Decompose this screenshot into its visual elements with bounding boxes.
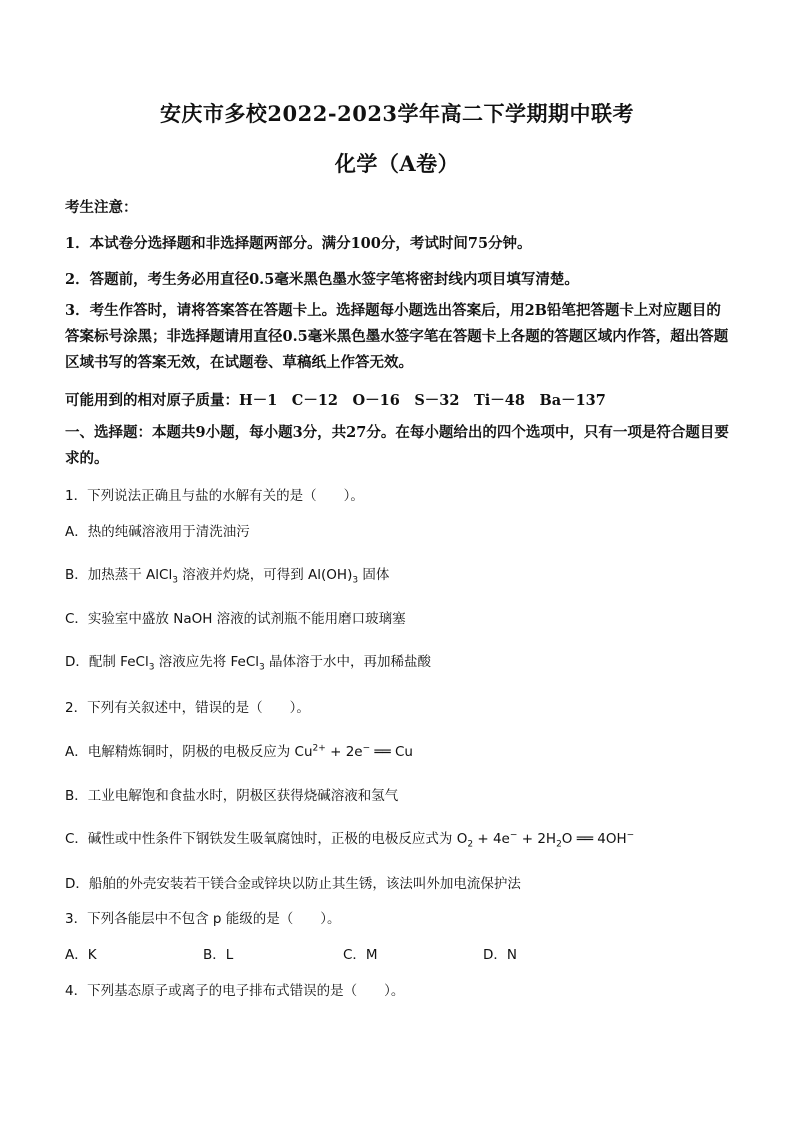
- q3-option-a: A．K: [65, 947, 97, 963]
- q3-option-d: D．N: [483, 947, 517, 963]
- q2-stem: 2．下列有关叙述中，错误的是（ ）。: [65, 700, 310, 716]
- atomic-mass-text: 可能用到的相对原子质量：H－1 C－12 O－16 S－32 Ti－48 Ba－137: [65, 392, 606, 409]
- q1-option-d: D．配制 FeCl$_3$ 溶液应先将 FeCl$_3$ 晶体溶于水中，再加稀盐酸: [65, 654, 432, 673]
- q3-stem: 3．下列各能层中不包含 p 能级的是（ ）。: [65, 911, 341, 927]
- notice-item-2: 2．答题前，考生务必用直径0.5毫米黑色墨水签字笔将密封线内项目填写清楚。: [65, 271, 579, 288]
- q1-option-a: A．热的纯碱溶液用于清洗油污: [65, 524, 250, 540]
- q2-option-c: C．碱性或中性条件下钢铁发生吸氧腐蚀时，正极的电极反应式为 $O_2 + 4e^- + 2H_2O$ ══ 4OH−: [65, 830, 635, 850]
- exam-title: 安庆市多校2022-2023学年高二下学期期中联考: [159, 101, 635, 126]
- q3-option-b: B．L: [203, 947, 234, 963]
- section-heading: 一、选择题：本题共9小题，每小题3分，共27分。在每小题给出的四个选项中，只有一项是符合题目要求的。: [65, 424, 729, 467]
- exam-subtitle: 化学（A卷）: [334, 151, 460, 176]
- q4-stem: 4．下列基态原子或离子的电子排布式错误的是（ ）。: [65, 983, 405, 999]
- q3-option-c: C．M: [343, 947, 378, 963]
- notice-item-1: 1．本试卷分选择题和非选择题两部分。满分100分，考试时间75分钟。: [65, 235, 532, 252]
- q2-option-a: A．电解精炼铜时，阴极的电极反应为 $Cu^{2+} + 2e^-$ ══ Cu: [65, 743, 413, 760]
- atomic-mass-line: [65, 389, 735, 410]
- q2-option-d: D．船舶的外壳安装若干镁合金或锌块以防止其生锈，该法叫外加电流保护法: [65, 876, 521, 892]
- q2-option-b: B．工业电解饱和食盐水时，阴极区获得烧碱溶液和氢气: [65, 788, 399, 804]
- q1-stem: 1．下列说法正确且与盐的水解有关的是（ ）。: [65, 488, 364, 504]
- notice-item-3: 3．考生作答时，请将答案答在答题卡上。选择题每小题选出答案后，用2B铅笔把答题卡上对应题目的答案标号涂黑；非选择题请用直径0.5毫米黑色墨水签字笔在答题卡上各题的答题区域内作答，超出答题区域书写的答案无效，在试题卷、草稿纸上作答无效。: [65, 302, 729, 371]
- notice-heading: 考生注意：: [65, 199, 138, 216]
- q1-option-b: B．加热蒸干 AlCl$_3$ 溶液并灼烧，可得到 $Al(OH)_3$ 固体: [65, 567, 390, 586]
- q1-option-c: C．实验室中盛放 NaOH 溶液的试剂瓶不能用磨口玻璃塞: [65, 611, 406, 627]
